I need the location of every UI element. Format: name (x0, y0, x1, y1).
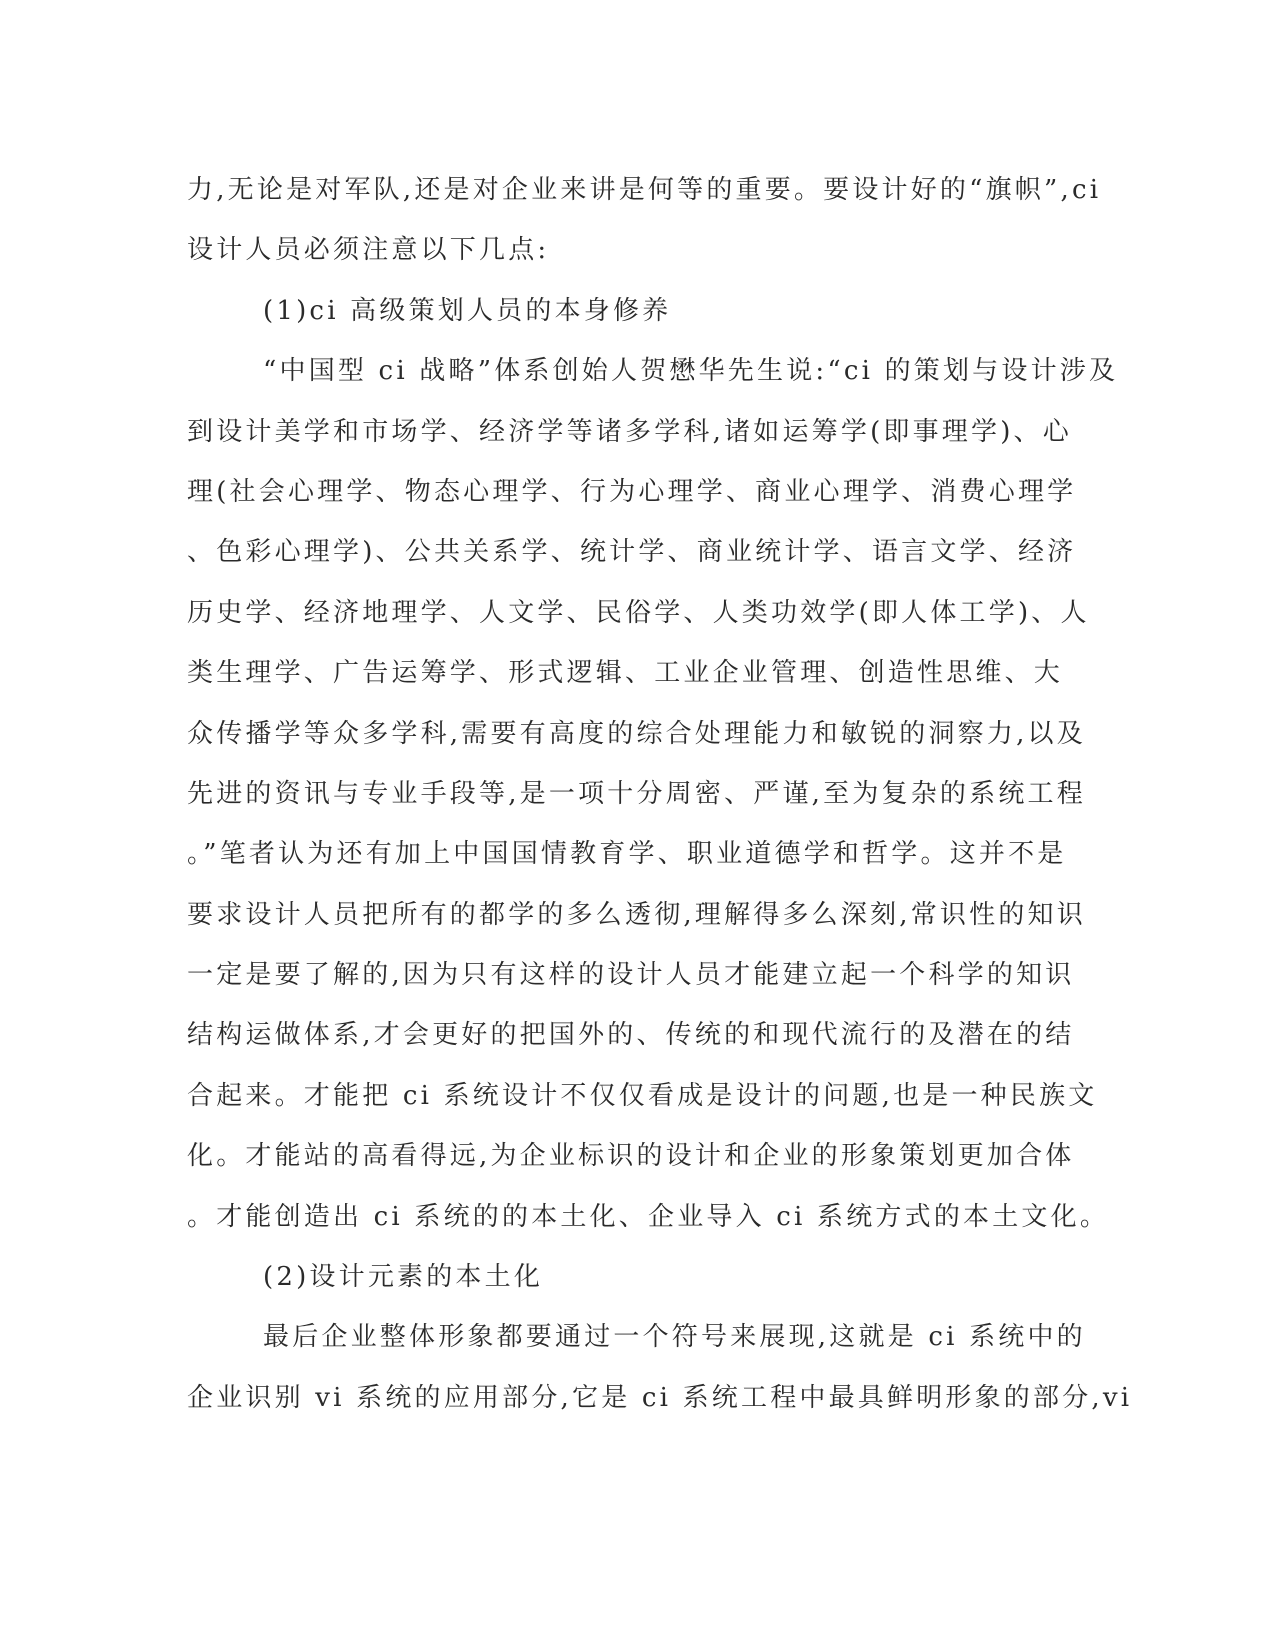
text-line: 力,无论是对军队,还是对企业来讲是何等的重要。要设计好的“旗帜”,ci (187, 175, 1102, 205)
text-line: 最后企业整体形象都要通过一个符号来展现,这就是 ci 系统中的 (263, 1322, 1086, 1353)
section-heading-2: (2)设计元素的本土化 (263, 1262, 544, 1293)
text-line: 合起来。才能把 ci 系统设计不仅仅看成是设计的问题,也是一种民族文 (187, 1080, 1098, 1111)
text-line: 类生理学、广告运筹学、形式逻辑、工业企业管理、创造性思维、大 (187, 658, 1064, 689)
text-line: 要求设计人员把所有的都学的多么透彻,理解得多么深刻,常识性的知识 (187, 899, 1086, 930)
text-line: 。才能创造出 ci 系统的的本土化、企业导入 ci 系统方式的本土文化。 (187, 1201, 1110, 1232)
text-line: “中国型 ci 战略”体系创始人贺懋华先生说:“ci 的策划与设计涉及 (263, 356, 1119, 387)
text-line: 历史学、经济地理学、人文学、民俗学、人类功效学(即人体工学)、人 (187, 597, 1090, 628)
text-line: 化。才能站的高看得远,为企业标识的设计和企业的形象策划更加合体 (187, 1141, 1075, 1172)
text-line: 结构运做体系,才会更好的把国外的、传统的和现代流行的及潜在的结 (187, 1020, 1075, 1051)
text-line: 。”笔者认为还有加上中国国情教育学、职业道德学和哲学。这并不是 (187, 839, 1067, 870)
body-text (187, 160, 1133, 1428)
text-line: 理(社会心理学、物态心理学、行为心理学、商业心理学、消费心理学 (187, 476, 1077, 507)
text-line: 企业识别 vi 系统的应用部分,它是 ci 系统工程中最具鲜明形象的部分,vi (187, 1382, 1133, 1413)
text-line: 先进的资讯与专业手段等,是一项十分周密、严谨,至为复杂的系统工程 (187, 778, 1086, 809)
text-line: 到设计美学和市场学、经济学等诸多学科,诸如运筹学(即事理学)、心 (187, 416, 1072, 447)
text-line: 一定是要了解的,因为只有这样的设计人员才能建立起一个科学的知识 (187, 960, 1075, 991)
text-line: 、色彩心理学)、公共关系学、统计学、商业统计学、语言文学、经济 (187, 537, 1077, 568)
text-line: 众传播学等众多学科,需要有高度的综合处理能力和敏锐的洞察力,以及 (187, 718, 1086, 749)
text-line: 设计人员必须注意以下几点: (187, 235, 550, 266)
section-heading-1: (1)ci 高级策划人员的本身修养 (263, 295, 672, 326)
